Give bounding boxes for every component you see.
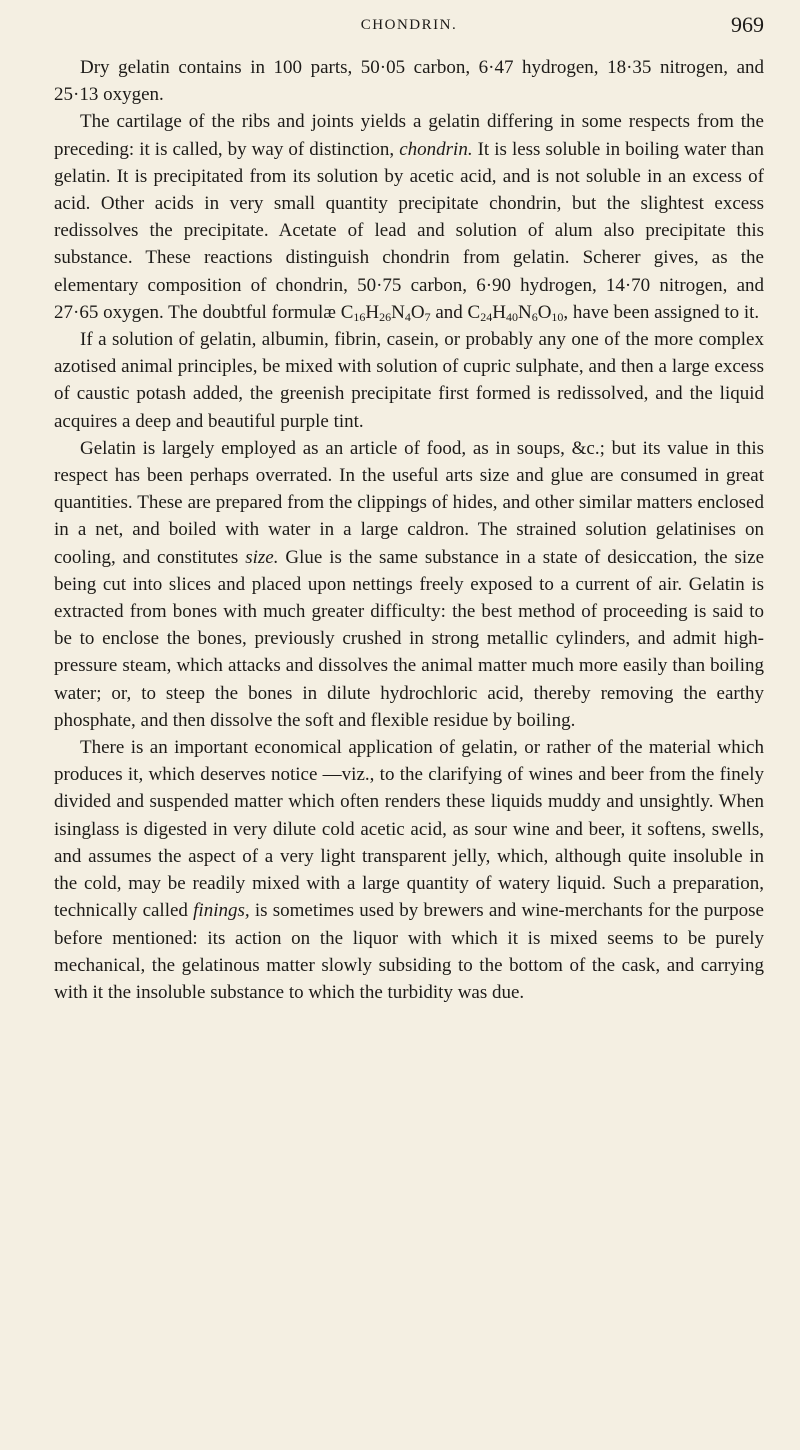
body-text	[54, 54, 764, 1006]
text-segment: O	[537, 301, 552, 323]
paragraph	[54, 435, 764, 734]
paragraph	[54, 734, 764, 1006]
formula-subscript: 26	[379, 309, 392, 324]
text-segment: , have been assigned to it.	[563, 301, 760, 323]
text-segment: is sometimes used by brewers and wine-merchants for the purpose before mentioned: its action on the liquor with which it is mixed seems to be purely mechanical, the gelatinous matter slowly subsiding to the bottom of the cask, and carrying with it the insoluble substance to which the turbidity was due.	[54, 900, 764, 1003]
paragraph	[54, 108, 764, 326]
text-segment: Dry gelatin contains in 100 parts, 50·05 carbon, 6·47 hydrogen, 18·35 nitrogen, and 25·13 oxygen.	[54, 57, 764, 106]
italic-term: finings,	[193, 900, 250, 922]
formula-subscript: 10	[551, 309, 564, 324]
text-segment: N	[391, 301, 405, 323]
text-segment: and C	[430, 301, 481, 323]
formula-subscript: 24	[480, 309, 493, 324]
italic-term: size.	[245, 546, 279, 568]
text-segment: The cartilage of the ribs and joints yields a gelatin differing in some respects from the preceding: it is called, by way of distinction,	[54, 111, 764, 160]
running-head: CHONDRIN.	[360, 17, 458, 33]
formula-subscript: 6	[531, 309, 538, 324]
paragraph	[54, 326, 764, 435]
page-header	[54, 10, 764, 40]
text-segment: Gelatin is largely employed as an article of food, as in soups, &c.; but its value in this respect has been perhaps overrated. In the useful arts size and glue are consumed in great quantities. These are prepared from the clippings of hides, and other similar matters enclosed in a net, and boiled with water in a large caldron. The strained solution gelatinises on cooling, and constitutes	[54, 437, 764, 568]
text-segment: O	[410, 301, 425, 323]
formula-subscript: 4	[404, 309, 411, 324]
text-segment: There is an important economical application of gelatin, or rather of the material which produces it, which deserves notice —viz., to the clarifying of wines and beer from the finely divided and suspended matter which often renders these liquids muddy and unsightly. When isinglass is digested in very dilute cold acetic acid, as sour wine and beer, it softens, swells, and assumes the aspect of a very light transparent jelly, which, although quite insoluble in the cold, may be readily mixed with a large quantity of watery liquid. Such a preparation, technically called	[54, 737, 764, 922]
paragraph	[54, 54, 764, 108]
italic-term: chondrin.	[399, 138, 473, 160]
text-segment: H	[365, 301, 380, 323]
formula-subscript: 7	[424, 309, 431, 324]
formula-subscript: 16	[353, 309, 366, 324]
text-segment: N	[517, 301, 532, 323]
page-number: 969	[731, 12, 764, 37]
text-segment: Glue is the same substance in a state of desiccation, the size being cut into slices and placed upon nettings freely exposed to a current of air. Gelatin is extracted from bones with much greater difficulty: the best method of proceeding is said to be to enclose the bones, previously crushed in strong metallic cylinders, and admit high-pressure steam, which attacks and dissolves the animal matter much more easily than boiling water; or, to steep the bones in dilute hydrochloric acid, thereby removing the earthy phosphate, and then dissolve the soft and flexible residue by boiling.	[54, 546, 764, 731]
text-segment: If a solution of gelatin, albumin, fibrin, casein, or probably any one of the more complex azotised animal principles, be mixed with solution of cupric sulphate, and then a large excess of caustic potash added, the greenish precipitate first formed is redissolved, and the liquid acquires a deep and beautiful purple tint.	[54, 329, 764, 432]
formula-subscript: 40	[505, 309, 518, 324]
text-segment: It is less soluble in boiling water than gelatin. It is precipitated from its solution by acetic acid, and is not soluble in an excess of acid. Other acids in very small quantity precipitate chondrin, but the slightest excess redissolves the precipitate. Acetate of lead and solution of alum also precipitate this substance. These reactions distinguish chondrin from gelatin. Scherer gives, as the elementary composition of chondrin, 50·75 carbon, 6·90 hydrogen, 14·70 nitrogen, and 27·65 oxygen. The doubtful formulæ C	[54, 138, 764, 323]
text-segment: H	[492, 301, 506, 323]
